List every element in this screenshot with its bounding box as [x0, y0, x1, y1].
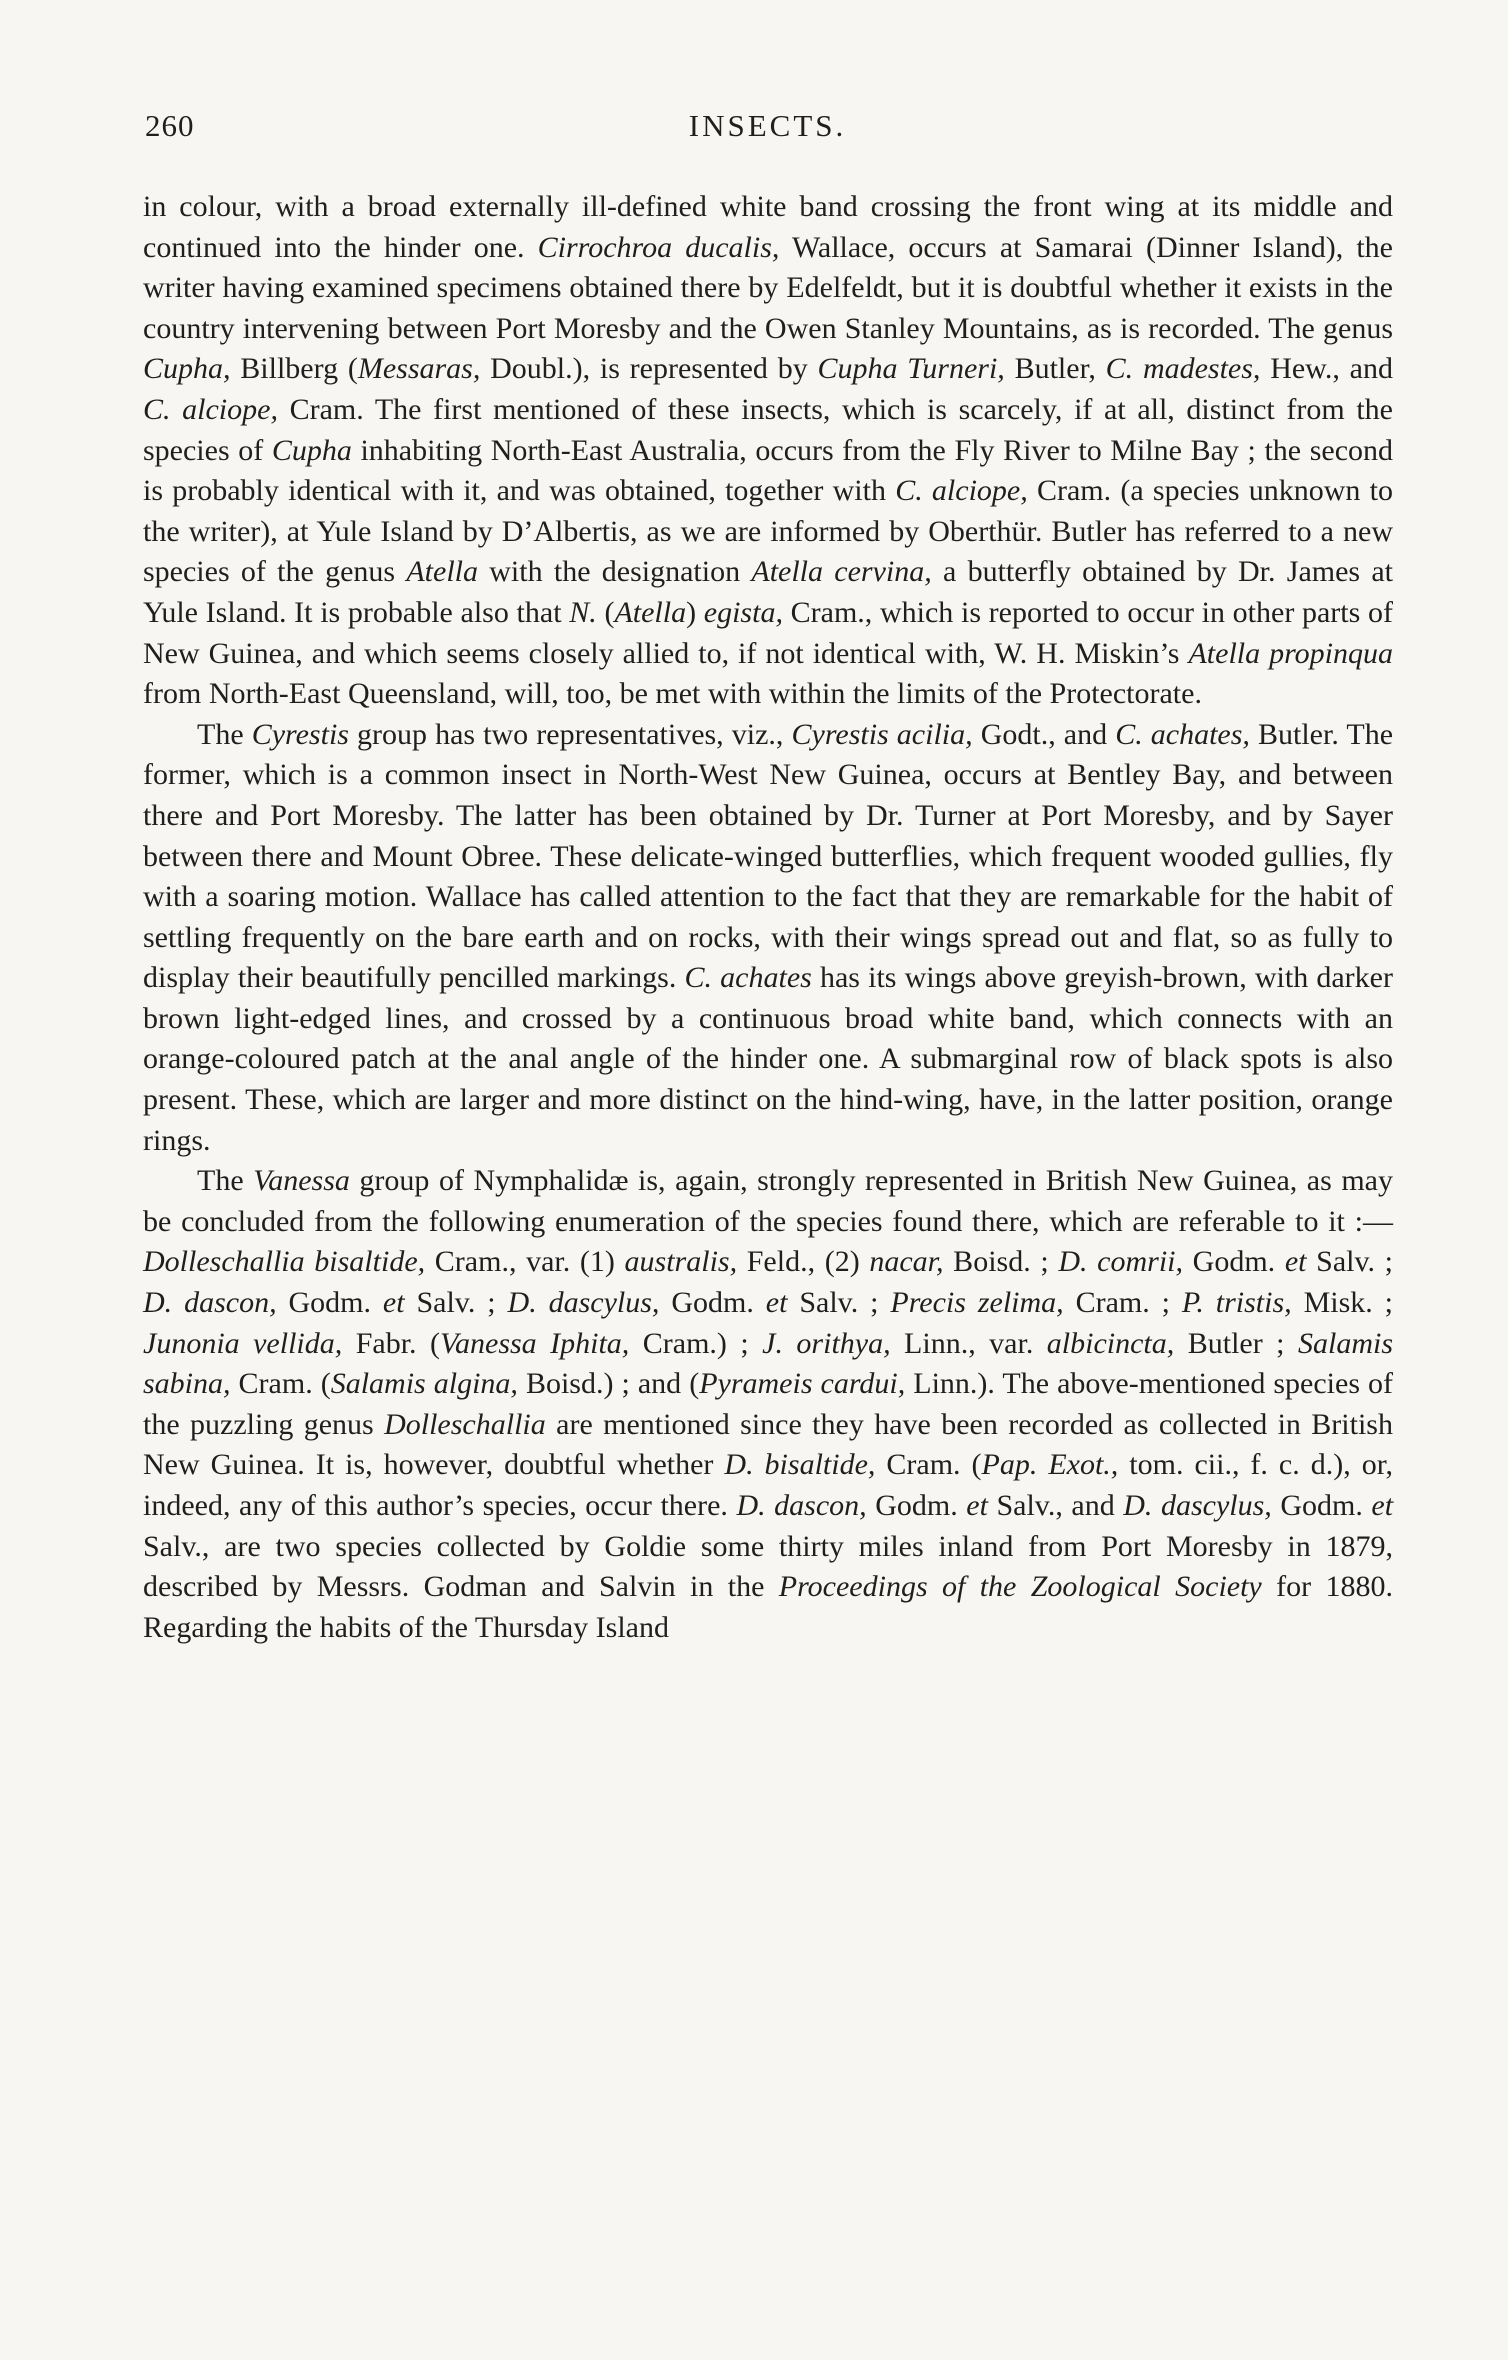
paragraph-1: in colour, with a broad externally ill-defined white band crossing the front wing at its middle and continued into the hinder one. Cirrochroa ducalis, Wallace, occurs at Samarai (Dinner Island), the writer having examined specimens obtained there by Edelfeldt, but it is doubtful whether it exists in the country intervening between Port Moresby and the Owen Stanley Mountains, as is recorded. The genus Cupha, Billberg (Messaras, Doubl.), is represented by Cupha Turneri, Butler, C. madestes, Hew., and C. alciope, Cram. The first mentioned of these insects, which is scarcely, if at all, distinct from the species of Cupha inhabiting North-East Australia, occurs from the Fly River to Milne Bay ; the second is probably identical with it, and was obtained, together with C. alciope, Cram. (a species unknown to the writer), at Yule Island by D’Albertis, as we are informed by Oberthür. Butler has referred to a new species of the genus Atella with the designation Atella cervina, a butterfly obtained by Dr. James at Yule Island. It is probable also that N. (Atella) egista, Cram., which is reported to occur in other parts of New Guinea, and which seems closely allied to, if not identical with, W. H. Miskin’s Atella propinqua from North-East Queensland, will, too, be met with within the limits of the Protectorate. [143, 190, 1394, 711]
running-head [145, 108, 1390, 158]
page-number: 260 [145, 108, 195, 143]
paragraph-2: The Cyrestis group has two representatives, viz., Cyrestis acilia, Godt., and C. achates, Butler. The former, which is a common insect in North-West New Guinea, occurs at Bentley Bay, and between there and Port Moresby. The latter has been obtained by Dr. Turner at Port Moresby, and by Sayer between there and Mount Obree. These delicate-winged butterflies, which frequent wooded gullies, fly with a soaring motion. Wallace has called attention to the fact that they are remarkable for the habit of settling frequently on the bare earth and on rocks, with their wings spread out and flat, so as fully to display their beautifully pencilled markings. C. achates has its wings above greyish-brown, with darker brown light-edged lines, and crossed by a continuous broad white band, which connects with an orange-coloured patch at the anal angle of the hinder one. A submarginal row of black spots is also present. These, which are larger and more distinct on the hind-wing, have, in the latter position, orange rings. [143, 717, 1394, 1157]
running-title: INSECTS. [688, 108, 847, 143]
body-text [143, 187, 1393, 1648]
paragraph-3: The Vanessa group of Nymphalidæ is, again, strongly represented in British New Guinea, as may be concluded from the following enumeration of the species found there, which are referable to it :—Dolleschallia bisaltide, Cram., var. (1) australis, Feld., (2) nacar, Boisd. ; D. comrii, Godm. et Salv. ; D. dascon, Godm. et Salv. ; D. dascylus, Godm. et Salv. ; Precis zelima, Cram. ; P. tristis, Misk. ; Junonia vellida, Fabr. (Vanessa Iphita, Cram.) ; J. orithya, Linn., var. albicincta, Butler ; Salamis sabina, Cram. (Salamis algina, Boisd.) ; and (Pyrameis cardui, Linn.). The above-mentioned species of the puzzling genus Dolleschallia are mentioned since they have been recorded as collected in British New Guinea. It is, however, doubtful whether D. bisaltide, Cram. (Pap. Exot., tom. cii., f. c. d.), or, indeed, any of this author’s species, occur there. D. dascon, Godm. et Salv., and D. dascylus, Godm. et Salv., are two species collected by Goldie some thirty miles inland from Port Moresby in 1879, described by Messrs. Godman and Salvin in the Proceedings of the Zoological Society for 1880. Regarding the habits of the Thursday Island [143, 1164, 1394, 1644]
